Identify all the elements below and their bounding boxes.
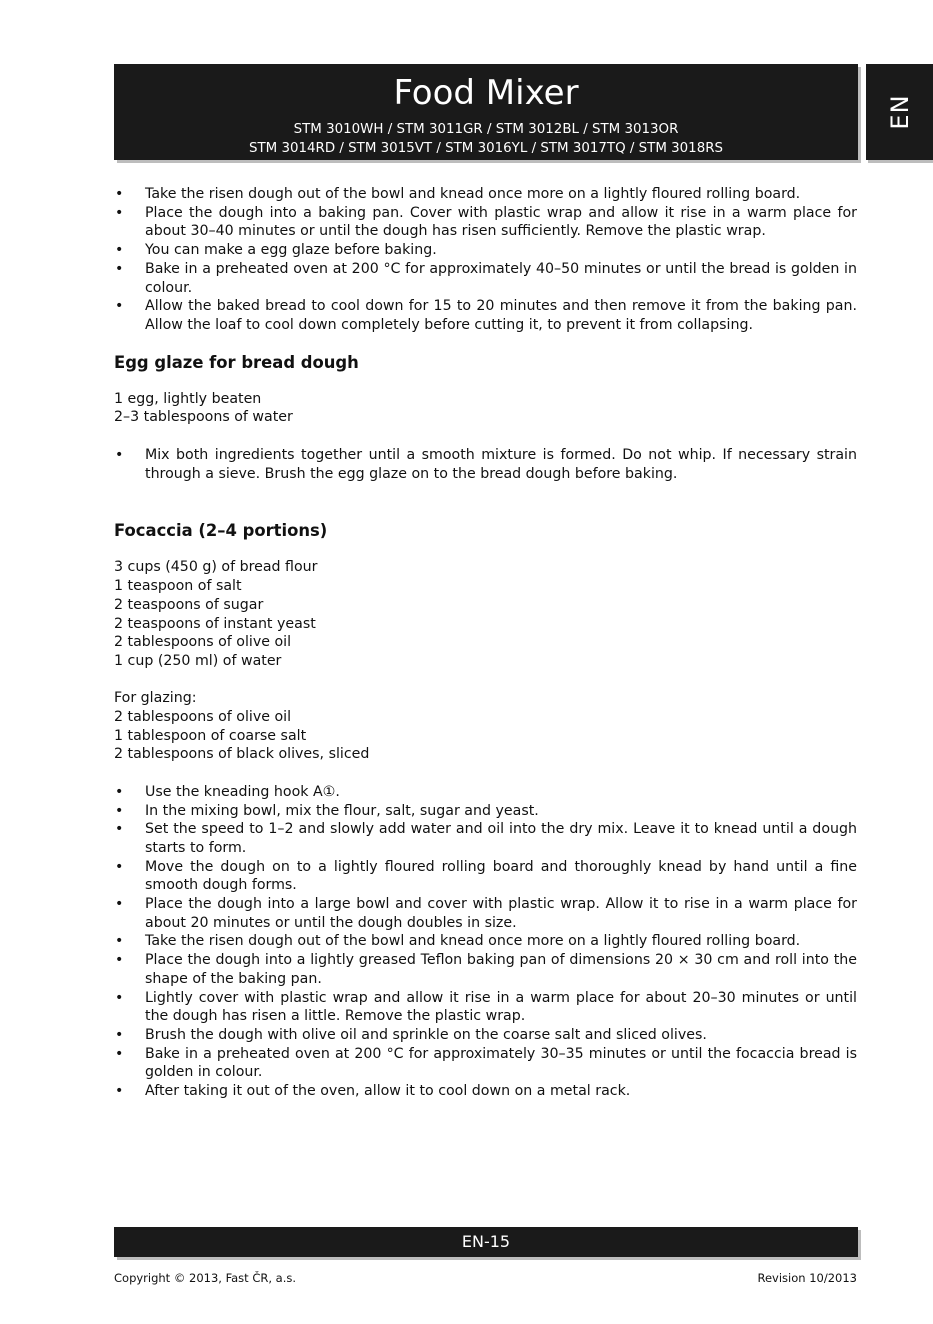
list-item: • Move the dough on to a lightly floured rolling board and thoroughly knead by hand until a fine smooth dough forms. xyxy=(114,858,857,895)
egg-glaze-steps-list xyxy=(114,446,857,483)
list-item: • Allow the baked bread to cool down for 15 to 20 minutes and then remove it from the baking pan. Allow the loaf to cool down completely before cutting it, to prevent it from collapsing. xyxy=(114,297,857,334)
list-item: • Brush the dough with olive oil and sprinkle on the coarse salt and sliced olives. xyxy=(114,1026,857,1045)
bread-steps-list xyxy=(114,185,857,335)
list-item: • Take the risen dough out of the bowl and knead once more on a lightly floured rolling board. xyxy=(114,932,857,951)
glazing-label: For glazing: xyxy=(114,690,197,707)
language-tab xyxy=(866,64,933,160)
list-item: • Take the risen dough out of the bowl and knead once more on a lightly floured rolling board. xyxy=(114,185,857,204)
ingredient-line: 2 teaspoons of instant yeast xyxy=(114,615,316,632)
ingredient-line: 3 cups (450 g) of bread flour xyxy=(114,559,318,576)
revision-label: Revision 10/2013 xyxy=(757,1271,857,1285)
focaccia-steps-list xyxy=(114,783,857,1101)
ingredient-line: 2 tablespoons of black olives, sliced xyxy=(114,746,370,763)
ingredient-line: 2 teaspoons of sugar xyxy=(114,596,264,613)
list-item: • Place the dough into a baking pan. Cover with plastic wrap and allow it rise in a warm place for about 30–40 minutes or until the dough has risen sufficiently. Remove the plastic wrap. xyxy=(114,204,857,241)
list-item: • Use the kneading hook A①. xyxy=(114,783,857,802)
ingredient-line: 1 tablespoon of coarse salt xyxy=(114,727,307,744)
list-item: • After taking it out of the oven, allow it to cool down on a metal rack. xyxy=(114,1082,857,1101)
ingredient-line: 2–3 tablespoons of water xyxy=(114,409,293,426)
ingredient-line: 1 teaspoon of salt xyxy=(114,578,242,595)
egg-glaze-heading: Egg glaze for bread dough xyxy=(114,352,359,372)
list-item: • Bake in a preheated oven at 200 °C for approximately 40–50 minutes or until the bread is golden in colour. xyxy=(114,260,857,297)
list-item: • Mix both ingredients together until a smooth mixture is formed. Do not whip. If necessary strain through a sieve. Brush the egg glaze on to the bread dough before baking. xyxy=(114,446,857,483)
list-item: • Bake in a preheated oven at 200 °C for approximately 30–35 minutes or until the focaccia bread is golden in colour. xyxy=(114,1045,857,1082)
list-item: • Lightly cover with plastic wrap and allow it rise in a warm place for about 20–30 minutes or until the dough has risen a little. Remove the plastic wrap. xyxy=(114,989,857,1026)
ingredient-line: 1 egg, lightly beaten xyxy=(114,390,262,407)
copyright-notice: Copyright © 2013, Fast ČR, a.s. xyxy=(114,1271,297,1285)
glazing-ingredients xyxy=(114,689,857,764)
list-item: • Place the dough into a large bowl and cover with plastic wrap. Allow it to rise in a warm place for about 20 minutes or until the dough doubles in size. xyxy=(114,895,857,932)
document-title: Food Mixer xyxy=(393,73,579,113)
page-number: EN-15 xyxy=(461,1232,511,1251)
focaccia-heading: Focaccia (2–4 portions) xyxy=(114,521,328,541)
page-content xyxy=(114,185,857,1101)
list-item: • In the mixing bowl, mix the flour, salt, sugar and yeast. xyxy=(114,802,857,821)
ingredient-line: 2 tablespoons of olive oil xyxy=(114,634,292,651)
list-item: • Place the dough into a lightly greased Teflon baking pan of dimensions 20 × 30 cm and roll into the shape of the baking pan. xyxy=(114,951,857,988)
model-numbers-line-1: STM 3010WH / STM 3011GR / STM 3012BL / STM 3013OR xyxy=(293,122,679,137)
language-tab-label: EN xyxy=(885,94,914,130)
model-numbers-line-2: STM 3014RD / STM 3015VT / STM 3016YL / STM 3017TQ / STM 3018RS xyxy=(248,141,724,156)
ingredient-line: 2 tablespoons of olive oil xyxy=(114,709,292,726)
list-item: • Set the speed to 1–2 and slowly add water and oil into the dry mix. Leave it to knead until a dough starts to form. xyxy=(114,820,857,857)
egg-glaze-ingredients xyxy=(114,390,857,427)
page-number-bar xyxy=(114,1227,858,1257)
list-item: • You can make a egg glaze before baking. xyxy=(114,241,857,260)
focaccia-ingredients xyxy=(114,558,857,670)
document-header xyxy=(114,64,858,160)
model-numbers xyxy=(114,120,858,158)
ingredient-line: 1 cup (250 ml) of water xyxy=(114,652,282,669)
